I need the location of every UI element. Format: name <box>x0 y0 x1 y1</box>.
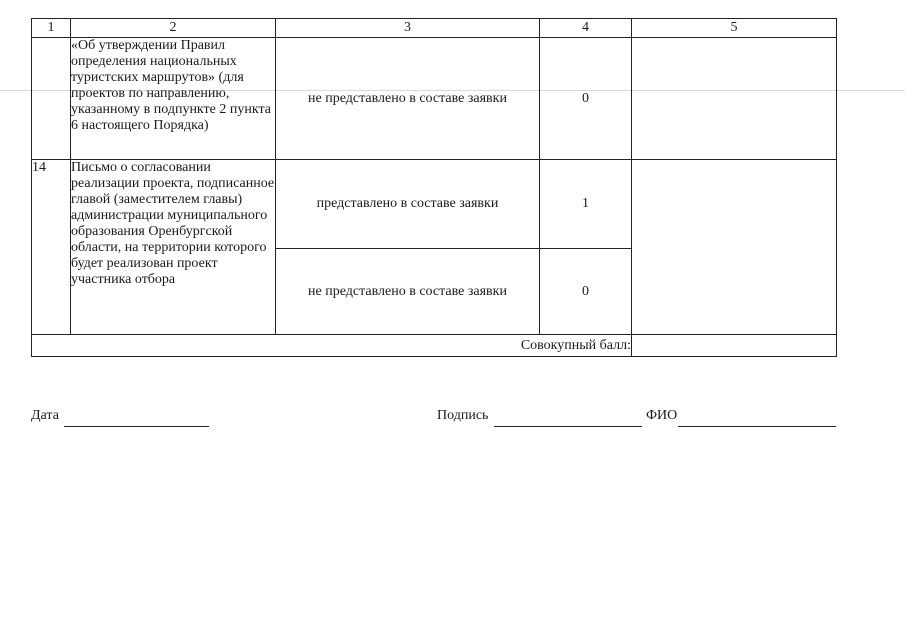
header-row <box>32 19 837 38</box>
value-cell-option-2: не представлено в составе заявки <box>276 249 540 335</box>
criterion-cell: «Об утверждении Правил определения национальных туристских маршрутов» (для проектов по направлению, указанному в подпункте 2 пункта 6 настоящего Порядка) <box>71 38 276 160</box>
date-line <box>64 426 209 427</box>
table-row-continued <box>32 38 837 160</box>
total-row <box>32 335 837 357</box>
header-col-3: 3 <box>276 19 540 38</box>
row-number-cell: 14 <box>32 160 71 335</box>
score-cell: 0 <box>540 38 632 160</box>
name-label: ФИО <box>646 408 678 423</box>
name-line <box>678 426 836 427</box>
criterion-cell: Письмо о согласовании реализации проекта, подписанное главой (заместителем главы) администрации муниципального образования Оренбургской области, на территории которого будет реализован проект участника отбора <box>71 160 276 335</box>
header-col-1: 1 <box>32 19 71 38</box>
table-row-14 <box>32 160 837 249</box>
signature-line <box>494 426 642 427</box>
total-value-cell <box>632 335 837 357</box>
result-cell <box>632 38 837 160</box>
total-label: Совокупный балл: <box>32 335 632 357</box>
header-col-5: 5 <box>632 19 837 38</box>
value-cell-option-1: представлено в составе заявки <box>276 160 540 249</box>
value-cell: не представлено в составе заявки <box>276 38 540 160</box>
date-label: Дата <box>31 408 59 423</box>
row-number-cell <box>32 38 71 160</box>
score-cell-option-2: 0 <box>540 249 632 335</box>
result-cell <box>632 160 837 335</box>
evaluation-table <box>31 18 837 357</box>
header-col-2: 2 <box>71 19 276 38</box>
signature-label: Подпись <box>437 408 489 423</box>
score-cell-option-1: 1 <box>540 160 632 249</box>
header-col-4: 4 <box>540 19 632 38</box>
